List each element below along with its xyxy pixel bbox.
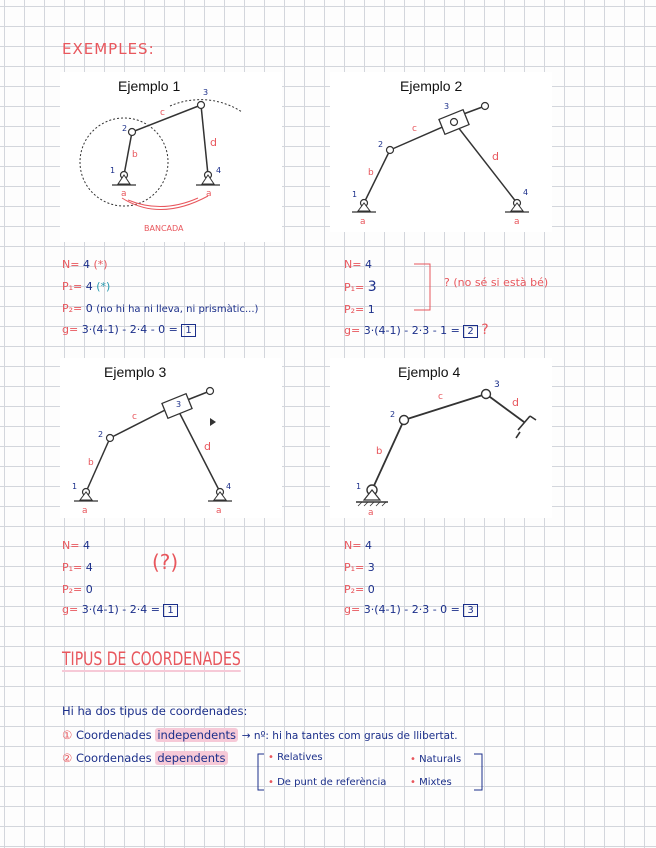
example-1-drawing (60, 72, 282, 242)
item-highlight: dependents (157, 751, 226, 765)
joint-label-3: 3 (494, 380, 500, 390)
section-title-exemples: EXEMPLES: (62, 40, 155, 58)
g-expression: 3·(4-1) - 2·3 - 0 = (363, 603, 460, 616)
p2-value: 0 (85, 302, 93, 315)
item-marker-1: ① (62, 728, 73, 742)
p2-label: P₂= (62, 302, 83, 315)
g-label: g= (62, 603, 79, 616)
p1-value: 4 (85, 561, 93, 574)
p2-note: (no hi ha ni lleva, ni prismàtic...) (96, 304, 259, 315)
n-note: (*) (93, 258, 108, 271)
p1-label: P₁= (344, 281, 365, 294)
p1-label: P₁= (62, 561, 83, 574)
link-label-a-right: a (206, 189, 212, 199)
dependent-type-relatives: • Relatives (268, 752, 323, 763)
example-4-diagram (330, 358, 552, 518)
link-label-b: b (132, 150, 138, 160)
joint-label-4: 4 (216, 166, 222, 175)
p2-value: 1 (367, 303, 375, 316)
g-expression: 3·(4-1) - 2·4 - 0 = (81, 323, 178, 336)
example-2-title: Ejemplo 2 (400, 78, 463, 94)
g-result: 1 (163, 604, 177, 617)
example-1-diagram (60, 72, 282, 242)
link-label-c: c (438, 392, 443, 402)
link-label-a: a (368, 508, 374, 518)
p1-value: 3 (367, 561, 375, 574)
joint-label-4: 4 (523, 188, 529, 197)
item-text: Coordenades (75, 751, 152, 765)
example-4-title: Ejemplo 4 (398, 364, 461, 380)
link-label-c: c (160, 108, 165, 118)
link-label-c: c (412, 124, 417, 134)
dependent-type-mixtes: • Mixtes (410, 777, 452, 788)
g-note: ? (481, 322, 489, 338)
joint-label-1: 1 (110, 166, 116, 175)
example-3-drawing (60, 358, 282, 518)
example-4-equations (344, 539, 478, 617)
section-title-tipus-coordenades: TIPUS DE COORDENADES (62, 648, 241, 670)
link-label-a-right: a (514, 217, 520, 227)
g-label: g= (344, 603, 361, 616)
dependent-type-naturals: • Naturals (410, 754, 462, 765)
n-label: N= (344, 539, 362, 552)
n-label: N= (62, 258, 80, 271)
g-expression: 3·(4-1) - 2·4 = (81, 603, 160, 616)
coord-item-dependent (62, 751, 228, 765)
intro-text: Hi ha dos tipus de coordenades: (62, 704, 248, 718)
dependent-type-punt-referencia: • De punt de referència (268, 777, 387, 788)
n-value: 4 (364, 258, 372, 271)
p1-label: P₁= (344, 561, 365, 574)
example-4-drawing (330, 358, 552, 518)
link-label-a-left: a (360, 217, 366, 227)
example-3-diagram (60, 358, 282, 518)
g-expression: 3·(4-1) - 2·3 - 1 = (363, 324, 460, 337)
g-result: 1 (181, 324, 195, 337)
joint-label-3: 3 (444, 102, 450, 111)
p1-value: 4 (85, 280, 93, 293)
link-label-b: b (88, 458, 94, 468)
link-label-d: d (210, 136, 217, 149)
p1-note: (*) (96, 280, 111, 293)
g-label: g= (62, 323, 79, 336)
item-marker-2: ② (62, 751, 73, 765)
n-value: 4 (82, 258, 90, 271)
g-result: 2 (463, 325, 477, 338)
bancada-label: BANCADA (144, 224, 184, 233)
p2-value: 0 (367, 583, 375, 596)
coord-item-independent (62, 728, 458, 742)
example-3-note: (?) (152, 550, 179, 574)
n-label: N= (62, 539, 80, 552)
joint-label-2: 2 (390, 410, 396, 419)
example-1-equations (62, 258, 258, 337)
joint-label-2: 2 (378, 140, 384, 149)
n-value: 4 (82, 539, 90, 552)
p1-value: 3 (367, 279, 377, 295)
link-label-a-right: a (216, 506, 222, 516)
p2-label: P₂= (344, 583, 365, 596)
g-result: 3 (463, 604, 477, 617)
joint-label-1: 1 (356, 482, 362, 491)
link-label-c: c (132, 412, 137, 422)
example-2-diagram (330, 72, 552, 232)
item-highlight: independents (157, 728, 237, 742)
p1-label: P₁= (62, 280, 83, 293)
joint-label-4: 4 (226, 482, 232, 491)
n-value: 4 (364, 539, 372, 552)
item-text: Coordenades (75, 728, 152, 742)
example-2-note: ? (no sé si està bé) (444, 276, 549, 289)
item-rest: → nº: hi ha tantes com graus de llibertat. (241, 730, 458, 742)
joint-label-3: 3 (176, 400, 182, 409)
link-label-d: d (204, 440, 211, 453)
link-label-b: b (376, 446, 383, 457)
example-2-bracket (410, 258, 440, 314)
link-label-a-left: a (82, 506, 88, 516)
link-label-d: d (492, 150, 499, 163)
g-label: g= (344, 324, 361, 337)
joint-label-2: 2 (98, 430, 104, 439)
example-2-drawing (330, 72, 552, 232)
p2-label: P₂= (62, 583, 83, 596)
link-label-d: d (512, 396, 519, 409)
link-label-a-left: a (121, 189, 127, 199)
joint-label-1: 1 (72, 482, 78, 491)
n-label: N= (344, 258, 362, 271)
p2-value: 0 (85, 583, 93, 596)
joint-label-3: 3 (203, 88, 209, 97)
example-3-title: Ejemplo 3 (104, 364, 167, 380)
link-label-b: b (368, 168, 374, 178)
joint-label-2: 2 (122, 124, 128, 133)
example-1-title: Ejemplo 1 (118, 78, 181, 94)
p2-label: P₂= (344, 303, 365, 316)
joint-label-1: 1 (352, 190, 358, 199)
